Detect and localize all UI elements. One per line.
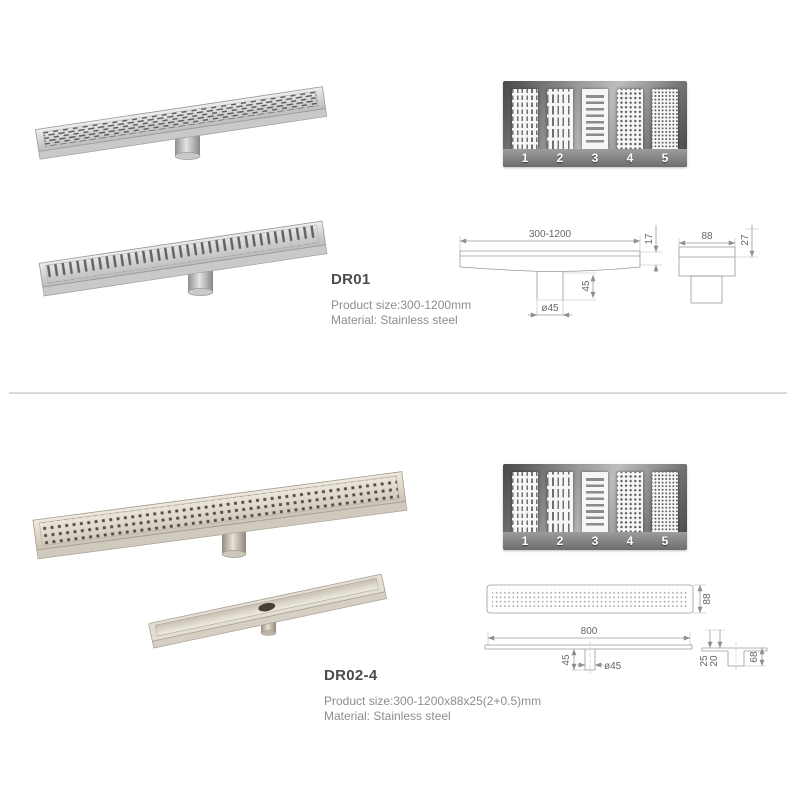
grate-pattern-4 [617, 472, 643, 532]
pattern-strips [512, 89, 678, 149]
product-photo-dr01-slot-grate [30, 216, 340, 308]
dim-outlet-height: 45 [561, 654, 572, 666]
dim-body-width: 88 [701, 231, 713, 242]
dr01-elevation-drawing [448, 215, 673, 320]
grate-pattern-2 [547, 89, 573, 149]
pattern-number: 5 [661, 151, 669, 165]
pattern-number: 5 [661, 534, 669, 548]
dim-edge-a: 25 [699, 655, 710, 667]
dim-outlet-diameter: ø45 [541, 303, 559, 314]
product-info-dr02-4 [324, 667, 541, 724]
dr02-plan-drawing [482, 582, 718, 620]
product-size: Product size:300-1200x88x25(2+0.5)mm [324, 694, 542, 708]
product-photo-dr02-square-grate [26, 466, 416, 570]
product-photo-dr01-brick-grate [28, 80, 338, 168]
pattern-number: 3 [591, 534, 599, 548]
grate-pattern-options-dr01 [503, 81, 687, 167]
grate-pattern-3 [582, 472, 608, 532]
product-material: Material: Stainless steel [324, 709, 451, 723]
drain-body [39, 221, 327, 296]
dim-channel-depth: 68 [749, 651, 760, 663]
grate-pattern-1 [512, 89, 538, 149]
pattern-number-bar [503, 149, 687, 167]
outlet-pipe [222, 532, 246, 557]
channel-body [149, 574, 387, 648]
product-code: DR01 [331, 271, 371, 288]
dim-rim-height: 17 [644, 233, 655, 245]
pattern-strips [512, 472, 678, 532]
section-divider [9, 392, 787, 394]
pattern-number-bar [503, 532, 687, 550]
grate-hole-grid [492, 589, 688, 609]
dim-length: 800 [580, 626, 598, 637]
grate-pattern-4 [617, 89, 643, 149]
pattern-number: 4 [626, 151, 634, 165]
product-size: Product size:300-1200mm [331, 298, 472, 312]
dim-outlet-diameter: ø45 [604, 661, 622, 672]
product-code: DR02-4 [324, 667, 378, 684]
grate-pattern-5 [652, 472, 678, 532]
grate-pattern-5 [652, 89, 678, 149]
pattern-number: 3 [591, 151, 599, 165]
pattern-number: 2 [556, 151, 564, 165]
pattern-number: 1 [521, 534, 529, 548]
product-photo-dr02-channel-body [140, 556, 402, 658]
drain-body [33, 472, 407, 559]
product-material: Material: Stainless steel [331, 313, 458, 327]
pattern-number: 1 [521, 151, 529, 165]
grate-pattern-3 [582, 89, 608, 149]
dim-edge-b: 20 [709, 655, 720, 667]
dim-body-height: 27 [740, 234, 751, 246]
pattern-number: 2 [556, 534, 564, 548]
dr01-section-drawing [670, 220, 780, 310]
product-info-dr01 [331, 271, 471, 328]
grate-pattern-options-dr02 [503, 464, 687, 550]
dim-body-width: 88 [702, 593, 713, 605]
pattern-number: 4 [626, 534, 634, 548]
dr02-section-drawing [692, 620, 780, 680]
dim-length-range: 300-1200 [528, 229, 572, 240]
grate-pattern-2 [547, 472, 573, 532]
dim-outlet-height: 45 [581, 280, 592, 292]
grate-pattern-1 [512, 472, 538, 532]
